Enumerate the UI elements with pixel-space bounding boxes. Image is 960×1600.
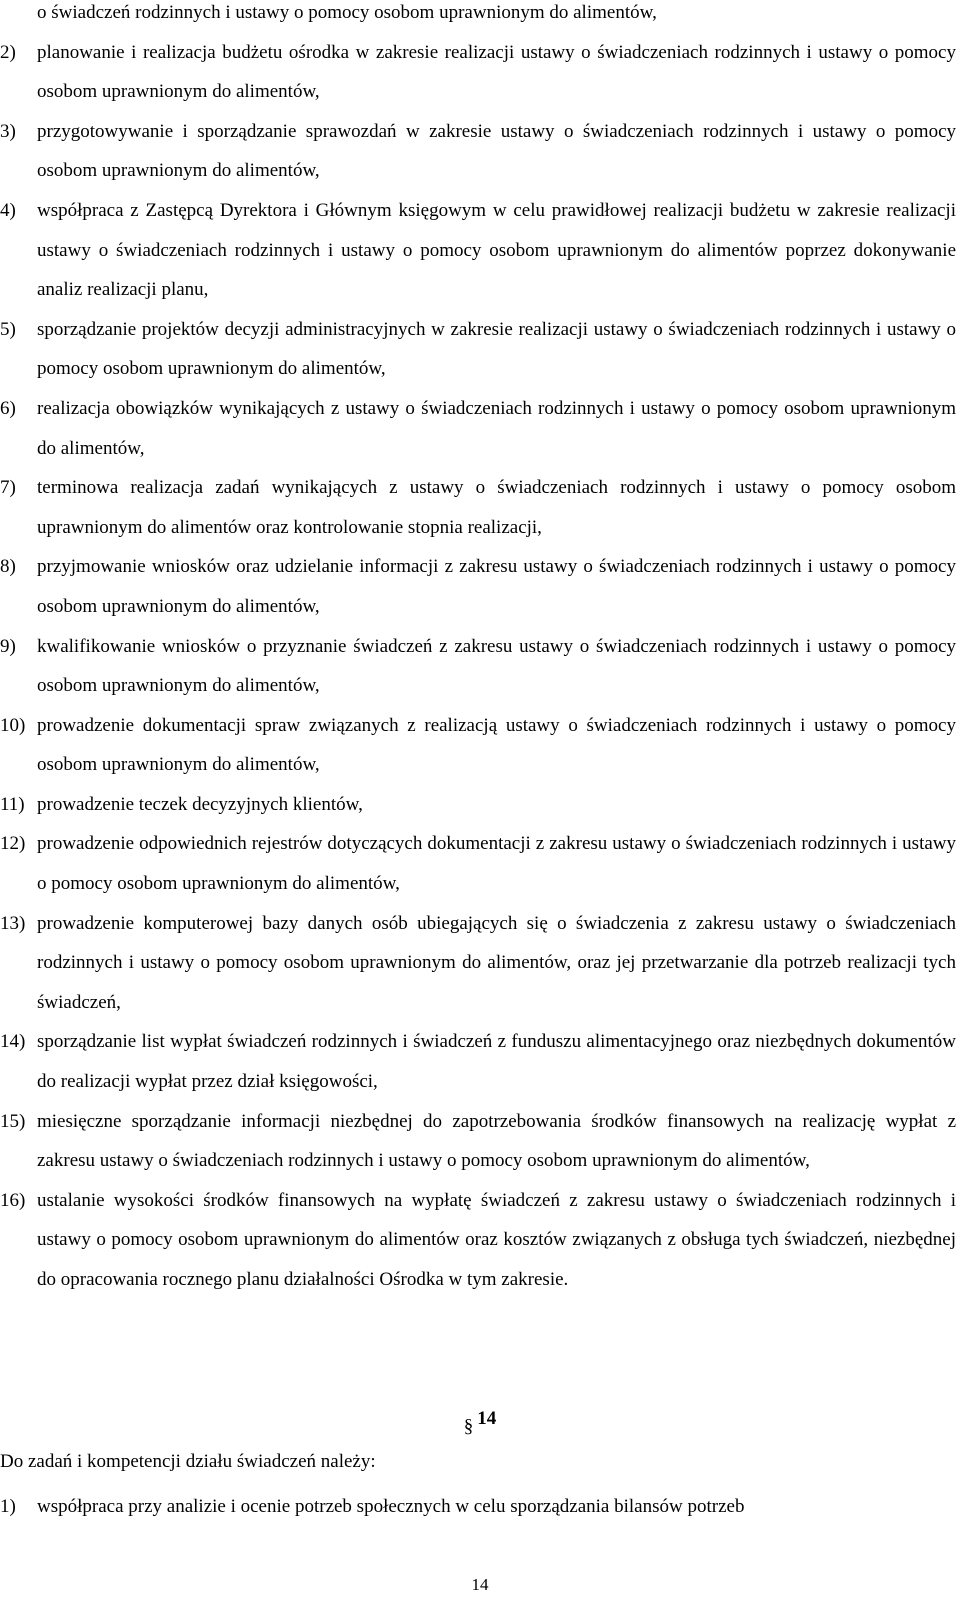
list-item bbox=[0, 627, 960, 706]
item-number: 14) bbox=[0, 1031, 26, 1053]
list-item bbox=[0, 824, 960, 903]
item-text: miesięczne sporządzanie informacji niezbędnej do zapotrzebowania środków finansowych na realizację wypłat z zakresu ustawy o świadczeniach rodzinnych i ustawy o pomocy osobom uprawnionym do alimentów, bbox=[37, 1110, 956, 1172]
list-item bbox=[0, 785, 960, 825]
list-item bbox=[0, 1487, 960, 1527]
next-duties-list bbox=[0, 1487, 960, 1527]
item-number: 13) bbox=[0, 912, 26, 934]
list-item bbox=[0, 706, 960, 785]
section-number: 14 bbox=[477, 1408, 497, 1429]
item-number: 15) bbox=[0, 1110, 26, 1132]
section-heading bbox=[0, 1405, 960, 1441]
list-item bbox=[0, 191, 960, 310]
item-number: 3) bbox=[0, 120, 16, 142]
item-text: przygotowywanie i sporządzanie sprawozdań w zakresie ustawy o świadczeniach rodzinnych i ustawy o pomocy osobom uprawnionym do alimentów, bbox=[37, 120, 956, 182]
list-item bbox=[0, 468, 960, 547]
item-number: 16) bbox=[0, 1189, 26, 1211]
item-text: prowadzenie teczek decyzyjnych klientów, bbox=[37, 793, 363, 815]
item-text: terminowa realizacja zadań wynikających z ustawy o świadczeniach rodzinnych i ustawy o pomocy osobom uprawnionym do alimentów oraz kontrolowanie stopnia realizacji, bbox=[37, 477, 956, 538]
continuation-text: o świadczeń rodzinnych i ustawy o pomocy osobom uprawnionym do alimentów, bbox=[37, 2, 657, 23]
list-item bbox=[0, 1022, 960, 1101]
item-text: sporządzanie projektów decyzji administracyjnych w zakresie realizacji ustawy o świadczeniach rodzinnych i ustawy o pomocy osobom uprawnionym do alimentów, bbox=[37, 318, 956, 380]
item-text: współpraca z Zastępcą Dyrektora i Głównym księgowym w celu prawidłowej realizacji budżetu w zakresie realizacji ustawy o świadczeniach rodzinnych i ustawy o pomocy osobom uprawnionym do alimentów poprzez dokonywanie analiz realizacji planu, bbox=[37, 199, 956, 301]
item-text: ustalanie wysokości środków finansowych na wypłatę świadczeń z zakresu ustawy o świadczeniach rodzinnych i ustawy o pomocy osobom uprawnionym do alimentów oraz kosztów związanych z obsługa tych świadczeń, niezbędnej do opracowania rocznego planu działalności Ośrodka w tym zakresie. bbox=[37, 1189, 956, 1290]
item-number: 9) bbox=[0, 635, 16, 657]
item-text: przyjmowanie wniosków oraz udzielanie informacji z zakresu ustawy o świadczeniach rodzinnych i ustawy o pomocy osobom uprawnionym do alimentów, bbox=[37, 556, 956, 617]
list-item bbox=[0, 547, 960, 626]
list-item bbox=[0, 1102, 960, 1181]
item-number: 12) bbox=[0, 833, 26, 855]
item-number: 4) bbox=[0, 199, 16, 221]
continuation-line bbox=[0, 0, 960, 33]
item-number: 8) bbox=[0, 556, 16, 578]
item-text: prowadzenie dokumentacji spraw związanych z realizacją ustawy o świadczeniach rodzinnych i ustawy o pomocy osobom uprawnionym do alimentów, bbox=[37, 714, 956, 776]
item-text: prowadzenie komputerowej bazy danych osób ubiegających się o świadczenia z zakresu ustawy o świadczeniach rodzinnych i ustawy o pomocy osobom uprawnionym do alimentów, oraz jej przetwarzanie dla potrzeb realizacji tych świadczeń, bbox=[37, 912, 956, 1013]
section-symbol: § bbox=[463, 1416, 474, 1437]
list-item bbox=[0, 904, 960, 1023]
item-text: realizacja obowiązków wynikających z ustawy o świadczeniach rodzinnych i ustawy o pomocy osobom uprawnionym do alimentów, bbox=[37, 397, 956, 459]
item-text: sporządzanie list wypłat świadczeń rodzinnych i świadczeń z funduszu alimentacyjnego oraz niezbędnych dokumentów do realizacji wypłat przez dział księgowości, bbox=[37, 1031, 956, 1093]
item-text: prowadzenie odpowiednich rejestrów dotyczących dokumentacji z zakresu ustawy o świadczeniach rodzinnych i ustawy o pomocy osobom uprawnionym do alimentów, bbox=[37, 833, 956, 895]
item-number: 10) bbox=[0, 714, 26, 736]
item-text: kwalifikowanie wniosków o przyznanie świadczeń z zakresu ustawy o świadczeniach rodzinnych i ustawy o pomocy osobom uprawnionym do alimentów, bbox=[37, 635, 956, 697]
item-number: 11) bbox=[0, 793, 25, 815]
item-number: 5) bbox=[0, 318, 16, 340]
list-item bbox=[0, 389, 960, 468]
list-item bbox=[0, 1181, 960, 1300]
page-number: 14 bbox=[471, 1575, 489, 1594]
section-intro bbox=[0, 1448, 960, 1476]
item-number: 6) bbox=[0, 397, 16, 419]
item-number: 1) bbox=[0, 1496, 16, 1517]
item-text: planowanie i realizacja budżetu ośrodka w zakresie realizacji ustawy o świadczeniach rodzinnych i ustawy o pomocy osobom uprawnionym do alimentów, bbox=[37, 41, 956, 103]
item-text: współpraca przy analizie i ocenie potrzeb społecznych w celu sporządzania bilansów potrzeb bbox=[37, 1496, 745, 1517]
intro-text: Do zadań i kompetencji działu świadczeń należy: bbox=[0, 1451, 376, 1472]
list-item bbox=[0, 33, 960, 112]
list-item bbox=[0, 112, 960, 191]
list-item bbox=[0, 310, 960, 389]
item-number: 7) bbox=[0, 477, 16, 499]
item-number: 2) bbox=[0, 41, 16, 63]
